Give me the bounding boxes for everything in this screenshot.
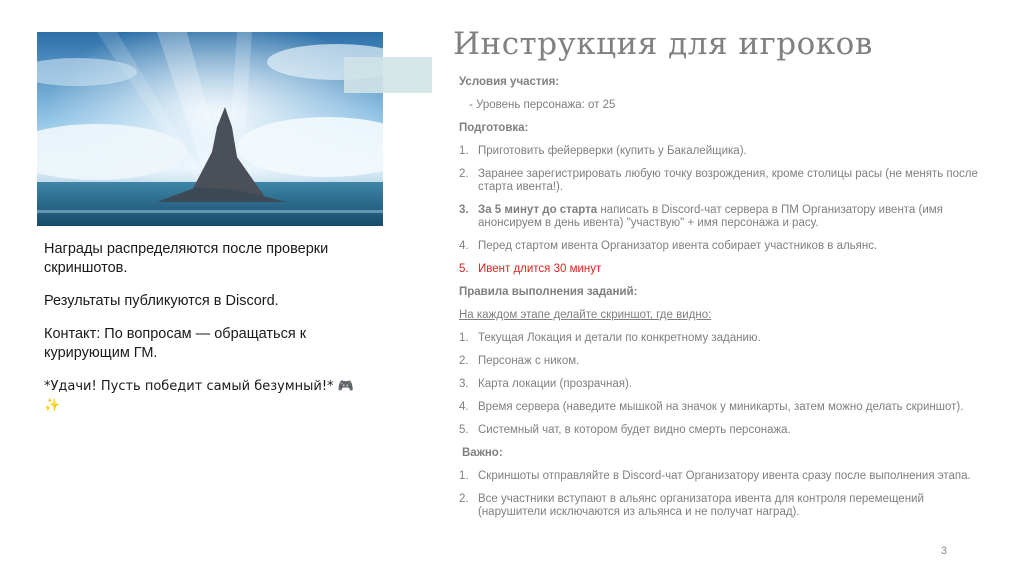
list-item: 3. За 5 минут до старта написать в Discord-чат сервера в ПМ Организатору ивента (имя анонсируем в день ивента) "участвую" + имя персонажа и расу. — [459, 204, 943, 229]
list-item: 1. Приготовить фейерверки (купить у Бакалейщика). — [459, 145, 747, 157]
prep-heading: Подготовка: — [459, 122, 529, 134]
list-item: 2. Персонаж с ником. — [459, 355, 580, 367]
left-info-block — [44, 240, 354, 429]
level-requirement: - Уровень персонажа: от 25 — [469, 99, 616, 111]
bold-phrase: За 5 минут до старта — [478, 204, 598, 216]
event-duration-item: 5. Ивент длится 30 минут — [459, 263, 602, 275]
page-title: Инструкция для игроков — [453, 26, 873, 62]
list-item: 2. Все участники вступают в альянс организатора ивента для контроля перемещений (нарушители исключаются из альянса и не получат наград). — [459, 493, 924, 518]
list-item: 5. Системный чат, в котором будет видно смерть персонажа. — [459, 424, 791, 436]
page-number: 3 — [940, 545, 947, 557]
results-text: Результаты публикуются в Discord. — [44, 293, 279, 309]
contact-text: Контакт: По вопросам — обращаться к курирующим ГМ. — [44, 326, 307, 361]
list-item: 1. Скриншоты отправляйте в Discord-чат Организатору ивента сразу после выполнения этапа. — [459, 470, 971, 482]
list-item: 4. Время сервера (наведите мышкой на значок у миникарты, затем можно делать скриншот). — [459, 401, 964, 413]
conditions-heading: Условия участия: — [459, 76, 560, 88]
list-item: 2. Заранее зарегистрировать любую точку возрождения, кроме столицы расы (не менять после старта ивента!). — [459, 168, 978, 193]
accent-rectangle — [344, 57, 432, 93]
rules-subheading: На каждом этапе делайте скриншот, где видно: — [459, 309, 712, 321]
list-item: 3. Карта локации (прозрачная). — [459, 378, 633, 390]
rules-heading: Правила выполнения заданий: — [459, 286, 638, 298]
list-item: 4. Перед стартом ивента Организатор ивента собирает участников в альянс. — [459, 240, 878, 252]
rewards-text: Награды распределяются после проверки скриншотов. — [44, 241, 329, 276]
fantasy-landscape-image — [37, 32, 383, 226]
list-item: 1. Текущая Локация и детали по конкретному заданию. — [459, 332, 761, 344]
important-heading: Важно: — [462, 447, 503, 459]
instructions-content — [459, 76, 979, 529]
good-luck-text: *Удачи! Пусть победит самый безумный!* 🎮✨ — [44, 379, 354, 413]
